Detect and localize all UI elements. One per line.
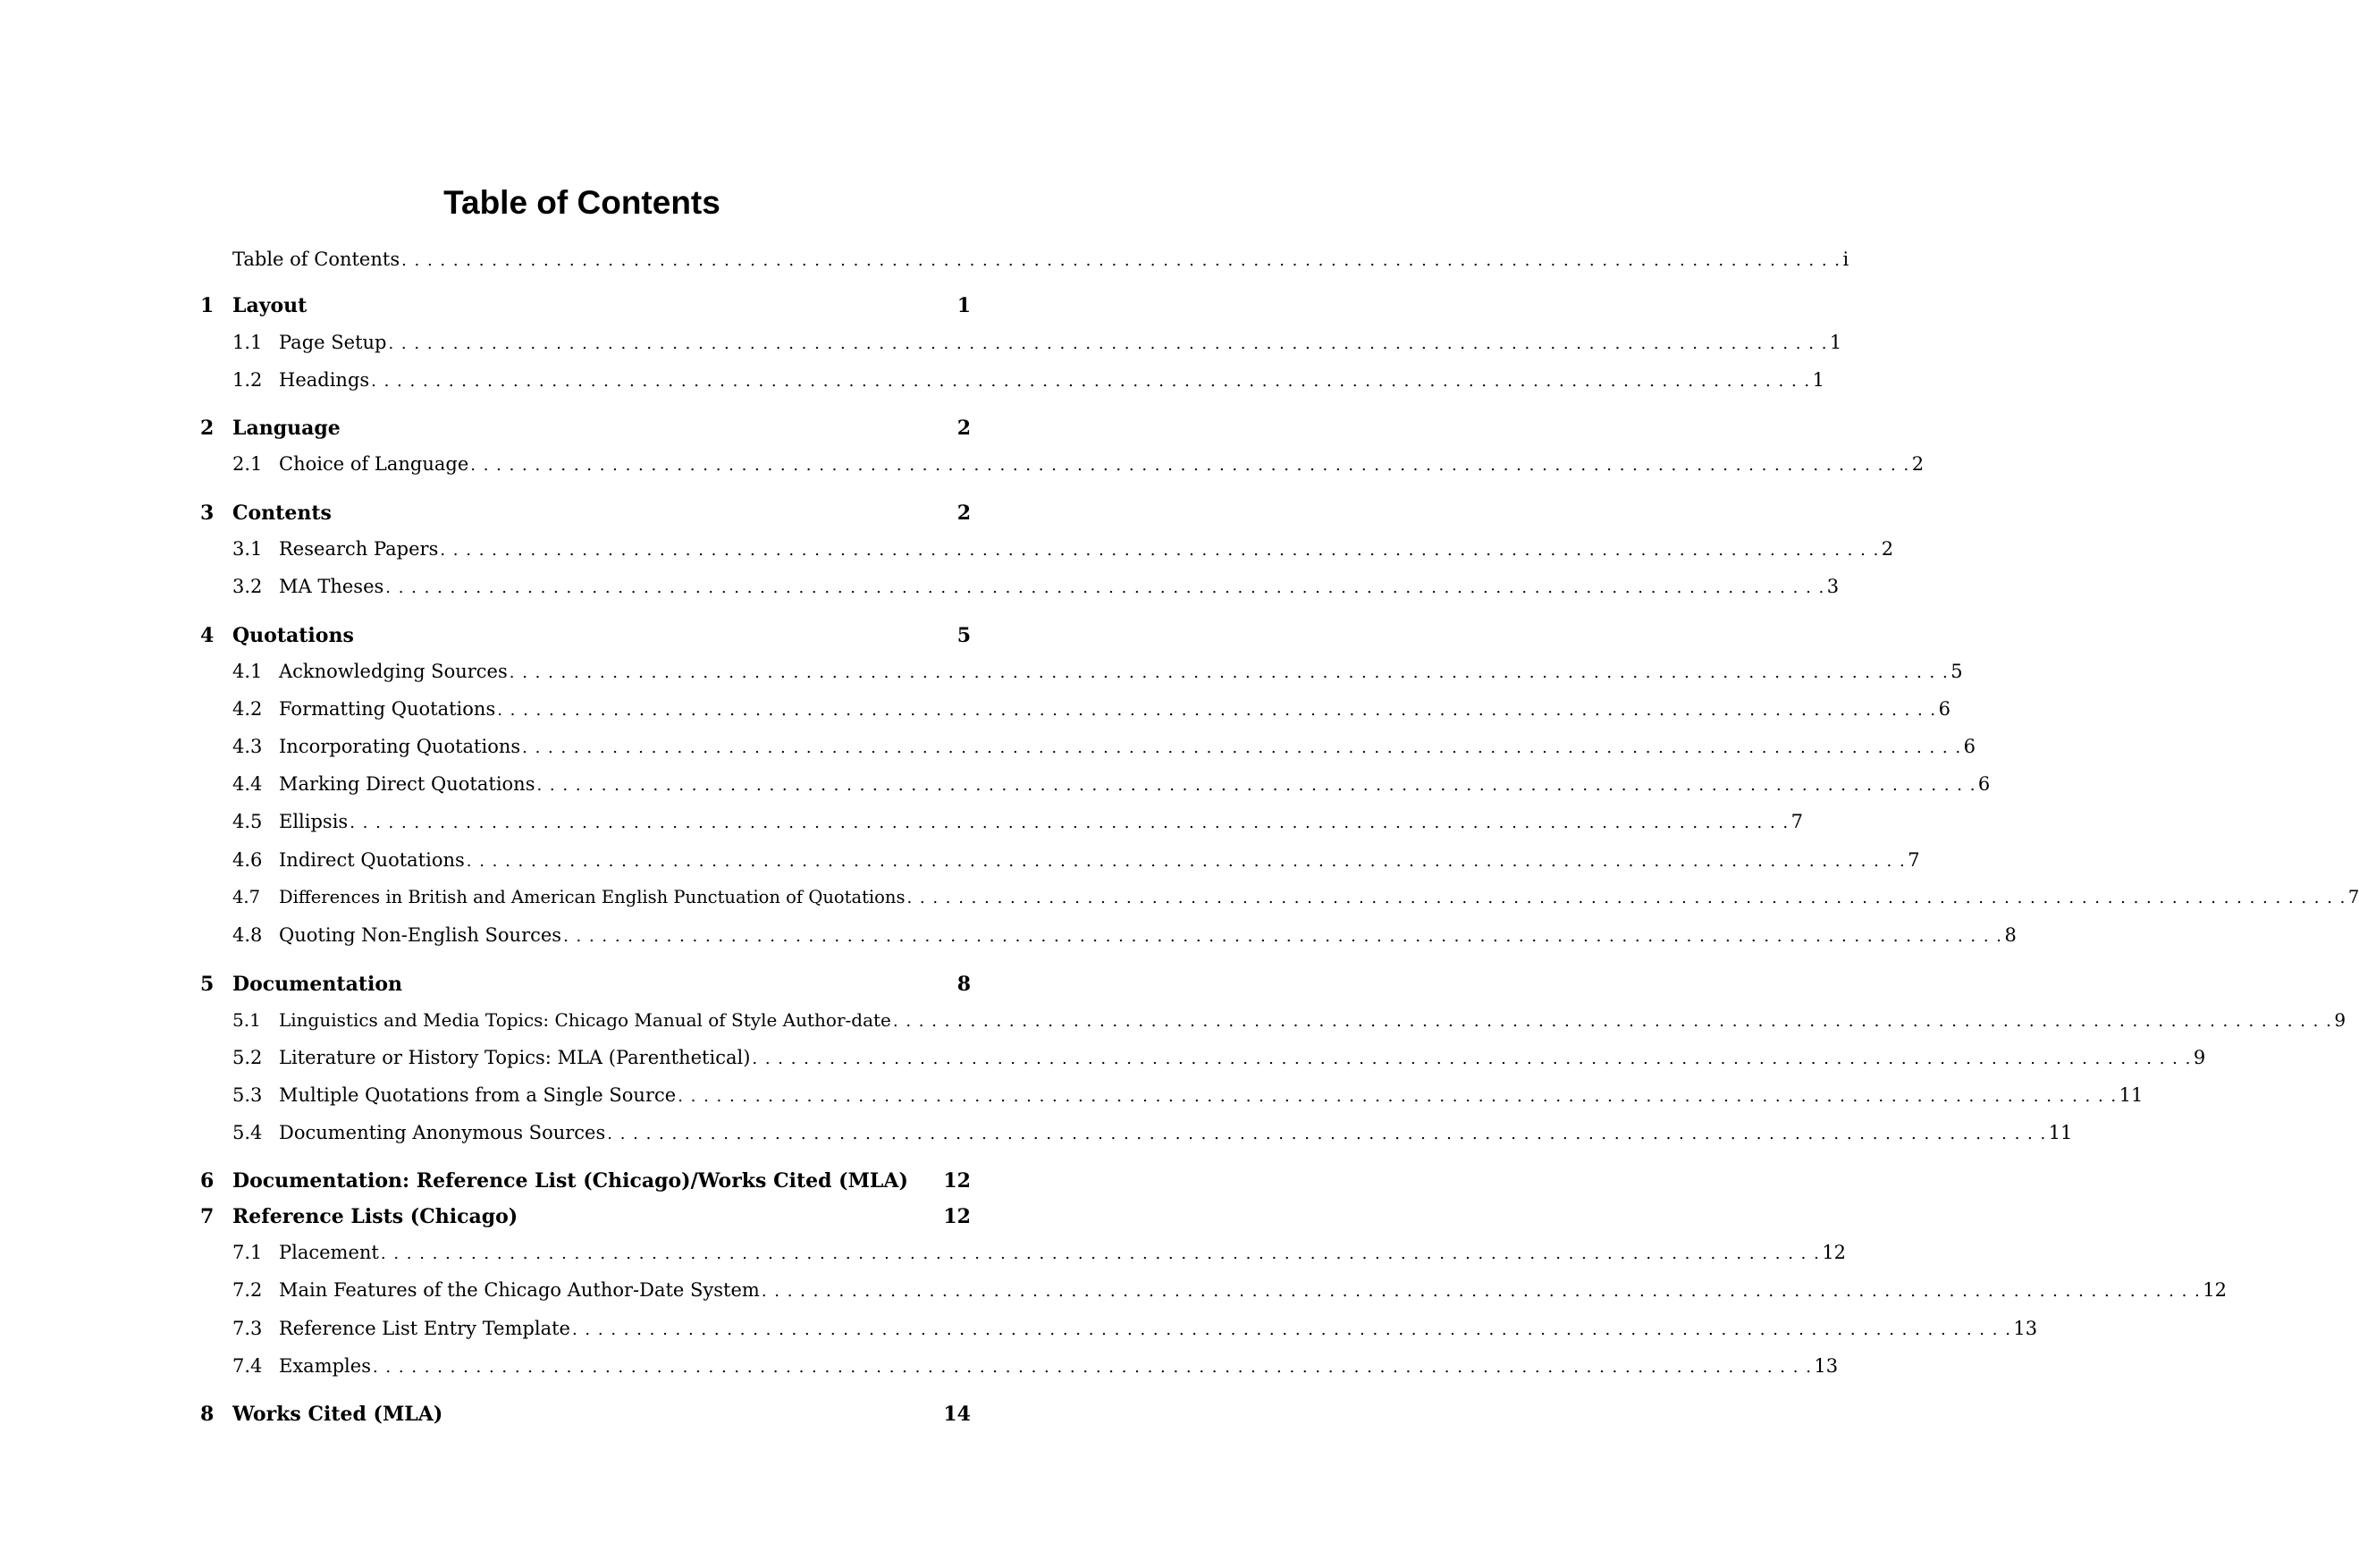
toc-subsection-4-2[interactable] <box>232 695 1951 723</box>
subsection-page: 9 <box>2193 1047 2206 1068</box>
subsection-page: 7 <box>2347 887 2359 907</box>
section-page: 1 <box>956 294 971 317</box>
section-number: 5 <box>200 973 215 996</box>
dot-leader: . . . . . . . . . . . . . . . . . . . . . . . . . . . . . . . . . . . . . . . . . . . . . . . . . . . . . . . . . . . . . . . . . . . . . . . . . . . . . . . . . . . . . . . . . . . . . . . . . . . . . . . . . . . . . . . . <box>761 1282 2202 1301</box>
subsection-title: Formatting Quotations <box>279 698 496 720</box>
toc-subsection-4-7[interactable] <box>232 883 2359 912</box>
dot-leader: . . . . . . . . . . . . . . . . . . . . . . . . . . . . . . . . . . . . . . . . . . . . . . . . . . . . . . . . . . . . . . . . . . . . . . . . . . . . . . . . . . . . . . . . . . . . . . . . . . . . . . . . . . . . . . . . <box>752 1050 2192 1068</box>
toc-subsection-7-2[interactable] <box>232 1276 2228 1304</box>
section-number: 3 <box>200 502 215 525</box>
section-title: Layout <box>232 294 308 317</box>
toc-subsection-3-1[interactable] <box>232 535 1894 563</box>
subsection-page: 11 <box>2119 1084 2144 1106</box>
section-title: Quotations <box>232 624 354 647</box>
subsection-page: 7 <box>1790 811 1804 832</box>
subsection-title: Acknowledging Sources <box>279 661 508 682</box>
toc-subsection-5-3[interactable] <box>232 1081 2144 1109</box>
section-title: Documentation: Reference List (Chicago)/Works Cited (MLA) <box>232 1169 908 1193</box>
subsection-number: 4.2 <box>232 698 263 720</box>
subsection-title: Placement <box>279 1242 379 1263</box>
page-title: Table of Contents <box>443 184 720 221</box>
subsection-page: 13 <box>1814 1355 1839 1377</box>
subsection-title: Literature or History Topics: MLA (Parenthetical) <box>279 1047 751 1068</box>
dot-leader: . . . . . . . . . . . . . . . . . . . . . . . . . . . . . . . . . . . . . . . . . . . . . . . . . . . . . . . . . . . . . . . . . . . . . . . . . . . . . . . . . . . . . . . . . . . . . . . . . . . . . . . . . . . . . . . . <box>470 456 1910 475</box>
section-title: Language <box>232 417 341 440</box>
subsection-page: 5 <box>1950 661 1963 682</box>
dot-leader: . . . . . . . . . . . . . . . . . . . . . . . . . . . . . . . . . . . . . . . . . . . . . . . . . . . . . . . . . . . . . . . . . . . . . . . . . . . . . . . . . . . . . . . . . . . . . . . . . . . . . . . . . . . . . . . . <box>522 738 1962 757</box>
toc-subsection-5-1[interactable] <box>232 1006 2346 1034</box>
dot-leader: . . . . . . . . . . . . . . . . . . . . . . . . . . . . . . . . . . . . . . . . . . . . . . . . . . . . . . . . . . . . . . . . . . . . . . . . . . . . . . . . . . . . . . . . . . . . . . . . . . . . . . . . . . . . . . . . <box>372 1358 1813 1377</box>
toc-entry-page: i <box>1842 249 1849 270</box>
subsection-number: 4.5 <box>232 811 263 832</box>
section-number: 8 <box>200 1403 215 1426</box>
toc-section-5[interactable] <box>0 970 1109 999</box>
section-number: 2 <box>200 417 215 440</box>
section-title: Contents <box>232 502 332 525</box>
subsection-number: 5.4 <box>232 1122 263 1143</box>
dot-leader: . . . . . . . . . . . . . . . . . . . . . . . . . . . . . . . . . . . . . . . . . . . . . . . . . . . . . . . . . . . . . . . . . . . . . . . . . . . . . . . . . . . . . . . . . . . . . . . . . . . . . . . . . . . . . . . . <box>892 1012 2333 1031</box>
toc-section-4[interactable] <box>0 621 1109 650</box>
toc-subsection-7-1[interactable] <box>232 1238 1847 1267</box>
section-page: 2 <box>956 417 971 440</box>
toc-section-1[interactable] <box>0 291 1109 320</box>
subsection-page: 2 <box>1881 538 1894 560</box>
subsection-page: 6 <box>1977 773 1991 795</box>
dot-leader: . . . . . . . . . . . . . . . . . . . . . . . . . . . . . . . . . . . . . . . . . . . . . . . . . . . . . . . . . . . . . . . . . . . . . . . . . . . . . . . . . . . . . . . . . . . . . . . . . . . . . . . . . . . . . . . . <box>350 814 1790 832</box>
subsection-title: Headings <box>279 369 370 391</box>
section-number: 4 <box>200 624 215 647</box>
subsection-page: 13 <box>2013 1318 2038 1339</box>
subsection-number: 5.3 <box>232 1084 263 1106</box>
subsection-page: 6 <box>1938 698 1951 720</box>
dot-leader: . . . . . . . . . . . . . . . . . . . . . . . . . . . . . . . . . . . . . . . . . . . . . . . . . . . . . . . . . . . . . . . . . . . . . . . . . . . . . . . . . . . . . . . . . . . . . . . . . . . . . . . . . . . . . . . . <box>385 578 1825 597</box>
toc-entry-title: Table of Contents <box>232 249 400 270</box>
toc-subsection-4-4[interactable] <box>232 770 1991 798</box>
subsection-number: 3.1 <box>232 538 263 560</box>
toc-subsection-4-5[interactable] <box>232 807 1804 836</box>
section-page: 12 <box>943 1205 971 1228</box>
subsection-page: 12 <box>2203 1279 2228 1301</box>
section-page: 2 <box>956 502 971 525</box>
toc-subsection-4-3[interactable] <box>232 732 1976 761</box>
section-title: Documentation <box>232 973 403 996</box>
subsection-title: Linguistics and Media Topics: Chicago Manual of Style Author-date <box>279 1009 891 1031</box>
dot-leader: . . . . . . . . . . . . . . . . . . . . . . . . . . . . . . . . . . . . . . . . . . . . . . . . . . . . . . . . . . . . . . . . . . . . . . . . . . . . . . . . . . . . . . . . . . . . . . . . . . . . . . . . . . . . . . . . <box>678 1087 2118 1106</box>
toc-subsection-7-3[interactable] <box>232 1314 2038 1343</box>
subsection-title: Reference List Entry Template <box>279 1318 570 1339</box>
dot-leader: . . . . . . . . . . . . . . . . . . . . . . . . . . . . . . . . . . . . . . . . . . . . . . . . . . . . . . . . . . . . . . . . . . . . . . . . . . . . . . . . . . . . . . . . . . . . . . . . . . . . . . . . . . . . . . . . <box>388 334 1828 353</box>
subsection-number: 4.6 <box>232 849 263 871</box>
dot-leader: . . . . . . . . . . . . . . . . . . . . . . . . . . . . . . . . . . . . . . . . . . . . . . . . . . . . . . . . . . . . . . . . . . . . . . . . . . . . . . . . . . . . . . . . . . . . . . . . . . . . . . . . . . . . . . . . <box>563 927 2003 946</box>
section-page: 5 <box>956 624 971 647</box>
subsection-title: Research Papers <box>279 538 439 560</box>
subsection-number: 4.8 <box>232 924 263 946</box>
subsection-number: 1.1 <box>232 332 263 353</box>
subsection-number: 1.2 <box>232 369 263 391</box>
subsection-page: 8 <box>2004 924 2017 946</box>
subsection-title: Main Features of the Chicago Author-Date System <box>279 1279 760 1301</box>
toc-section-3[interactable] <box>0 499 1109 527</box>
toc-subsection-1-1[interactable] <box>232 328 1842 357</box>
dot-leader: . . . . . . . . . . . . . . . . . . . . . . . . . . . . . . . . . . . . . . . . . . . . . . . . . . . . . . . . . . . . . . . . . . . . . . . . . . . . . . . . . . . . . . . . . . . . . . . . . . . . . . . . . . . . . . . . <box>371 372 1811 391</box>
dot-leader: . . . . . . . . . . . . . . . . . . . . . . . . . . . . . . . . . . . . . . . . . . . . . . . . . . . . . . . . . . . . . . . . . . . . . . . . . . . . . . . . . . . . . . . . . . . . . . . . . . . . . . . . . . . . . . . . <box>401 251 1841 270</box>
subsection-title: MA Theses <box>279 576 384 597</box>
subsection-title: Quoting Non-English Sources <box>279 924 562 946</box>
subsection-number: 4.4 <box>232 773 263 795</box>
subsection-page: 9 <box>2334 1009 2346 1031</box>
dot-leader: . . . . . . . . . . . . . . . . . . . . . . . . . . . . . . . . . . . . . . . . . . . . . . . . . . . . . . . . . . . . . . . . . . . . . . . . . . . . . . . . . . . . . . . . . . . . . . . . . . . . . . . . . . . . . . . . <box>466 852 1907 871</box>
subsection-number: 7.3 <box>232 1318 263 1339</box>
subsection-title: Multiple Quotations from a Single Source <box>279 1084 677 1106</box>
section-number: 6 <box>200 1169 215 1193</box>
subsection-page: 2 <box>1911 453 1925 475</box>
toc-subsection-1-2[interactable] <box>232 366 1824 394</box>
toc-section-6[interactable] <box>0 1167 1109 1195</box>
toc-subsection-5-4[interactable] <box>232 1118 2073 1147</box>
subsection-page: 7 <box>1908 849 1920 871</box>
dot-leader: . . . . . . . . . . . . . . . . . . . . . . . . . . . . . . . . . . . . . . . . . . . . . . . . . . . . . . . . . . . . . . . . . . . . . . . . . . . . . . . . . . . . . . . . . . . . . . . . . . . . . . . . . . . . . . . . <box>571 1320 2012 1339</box>
subsection-page: 11 <box>2048 1122 2073 1143</box>
subsection-number: 5.2 <box>232 1047 263 1068</box>
toc-subsection-3-2[interactable] <box>232 572 1840 601</box>
subsection-number: 4.7 <box>232 887 261 907</box>
subsection-number: 3.2 <box>232 576 263 597</box>
subsection-page: 3 <box>1826 576 1840 597</box>
section-page: 12 <box>943 1169 971 1193</box>
subsection-title: Ellipsis <box>279 811 349 832</box>
section-page: 8 <box>956 973 971 996</box>
toc-subsection-5-2[interactable] <box>232 1043 2206 1072</box>
dot-leader: . . . . . . . . . . . . . . . . . . . . . . . . . . . . . . . . . . . . . . . . . . . . . . . . . . . . . . . . . . . . . . . . . . . . . . . . . . . . . . . . . . . . . . . . . . . . . . . . . . . . . . . . . . . . . . . . <box>497 701 1937 720</box>
toc-subsection-4-8[interactable] <box>232 921 2017 949</box>
subsection-number: 7.1 <box>232 1242 263 1263</box>
subsection-title: Choice of Language <box>279 453 469 475</box>
subsection-title: Differences in British and American English Punctuation of Quotations <box>279 887 906 907</box>
dot-leader: . . . . . . . . . . . . . . . . . . . . . . . . . . . . . . . . . . . . . . . . . . . . . . . . . . . . . . . . . . . . . . . . . . . . . . . . . . . . . . . . . . . . . . . . . . . . . . . . . . . . . . . . . . . . . . . . <box>380 1244 1821 1263</box>
dot-leader: . . . . . . . . . . . . . . . . . . . . . . . . . . . . . . . . . . . . . . . . . . . . . . . . . . . . . . . . . . . . . . . . . . . . . . . . . . . . . . . . . . . . . . . . . . . . . . . . . . . . . . . . . . . . . . . . <box>607 1125 2047 1143</box>
toc-subsection-4-1[interactable] <box>232 657 1963 686</box>
toc-subsection-7-4[interactable] <box>232 1352 1839 1380</box>
subsection-page: 6 <box>1963 736 1976 757</box>
section-title: Reference Lists (Chicago) <box>232 1205 518 1228</box>
subsection-number: 5.1 <box>232 1009 261 1031</box>
toc-section-8[interactable] <box>0 1400 1109 1429</box>
subsection-page: 12 <box>1822 1242 1847 1263</box>
dot-leader: . . . . . . . . . . . . . . . . . . . . . . . . . . . . . . . . . . . . . . . . . . . . . . . . . . . . . . . . . . . . . . . . . . . . . . . . . . . . . . . . . . . . . . . . . . . . . . . . . . . . . . . . . . . . . . . . <box>906 889 2346 907</box>
toc-entry-front[interactable] <box>232 245 1849 274</box>
subsection-title: Page Setup <box>279 332 387 353</box>
toc-subsection-2-1[interactable] <box>232 450 1925 478</box>
toc-subsection-4-6[interactable] <box>232 846 1920 874</box>
section-title: Works Cited (MLA) <box>232 1403 443 1426</box>
section-number: 1 <box>200 294 215 317</box>
subsection-title: Documenting Anonymous Sources <box>279 1122 606 1143</box>
subsection-number: 7.4 <box>232 1355 263 1377</box>
subsection-page: 1 <box>1829 332 1842 353</box>
dot-leader: . . . . . . . . . . . . . . . . . . . . . . . . . . . . . . . . . . . . . . . . . . . . . . . . . . . . . . . . . . . . . . . . . . . . . . . . . . . . . . . . . . . . . . . . . . . . . . . . . . . . . . . . . . . . . . . . <box>536 776 1976 795</box>
subsection-title: Incorporating Quotations <box>279 736 521 757</box>
subsection-title: Examples <box>279 1355 371 1377</box>
subsection-page: 1 <box>1812 369 1824 391</box>
toc-section-2[interactable] <box>0 414 1109 443</box>
subsection-title: Marking Direct Quotations <box>279 773 535 795</box>
subsection-title: Indirect Quotations <box>279 849 465 871</box>
subsection-number: 4.1 <box>232 661 263 682</box>
dot-leader: . . . . . . . . . . . . . . . . . . . . . . . . . . . . . . . . . . . . . . . . . . . . . . . . . . . . . . . . . . . . . . . . . . . . . . . . . . . . . . . . . . . . . . . . . . . . . . . . . . . . . . . . . . . . . . . . <box>509 663 1950 682</box>
section-page: 14 <box>943 1403 971 1426</box>
subsection-number: 7.2 <box>232 1279 263 1301</box>
section-number: 7 <box>200 1205 215 1228</box>
subsection-number: 4.3 <box>232 736 263 757</box>
toc-section-7[interactable] <box>0 1202 1109 1231</box>
dot-leader: . . . . . . . . . . . . . . . . . . . . . . . . . . . . . . . . . . . . . . . . . . . . . . . . . . . . . . . . . . . . . . . . . . . . . . . . . . . . . . . . . . . . . . . . . . . . . . . . . . . . . . . . . . . . . . . . <box>440 541 1880 560</box>
subsection-number: 2.1 <box>232 453 263 475</box>
